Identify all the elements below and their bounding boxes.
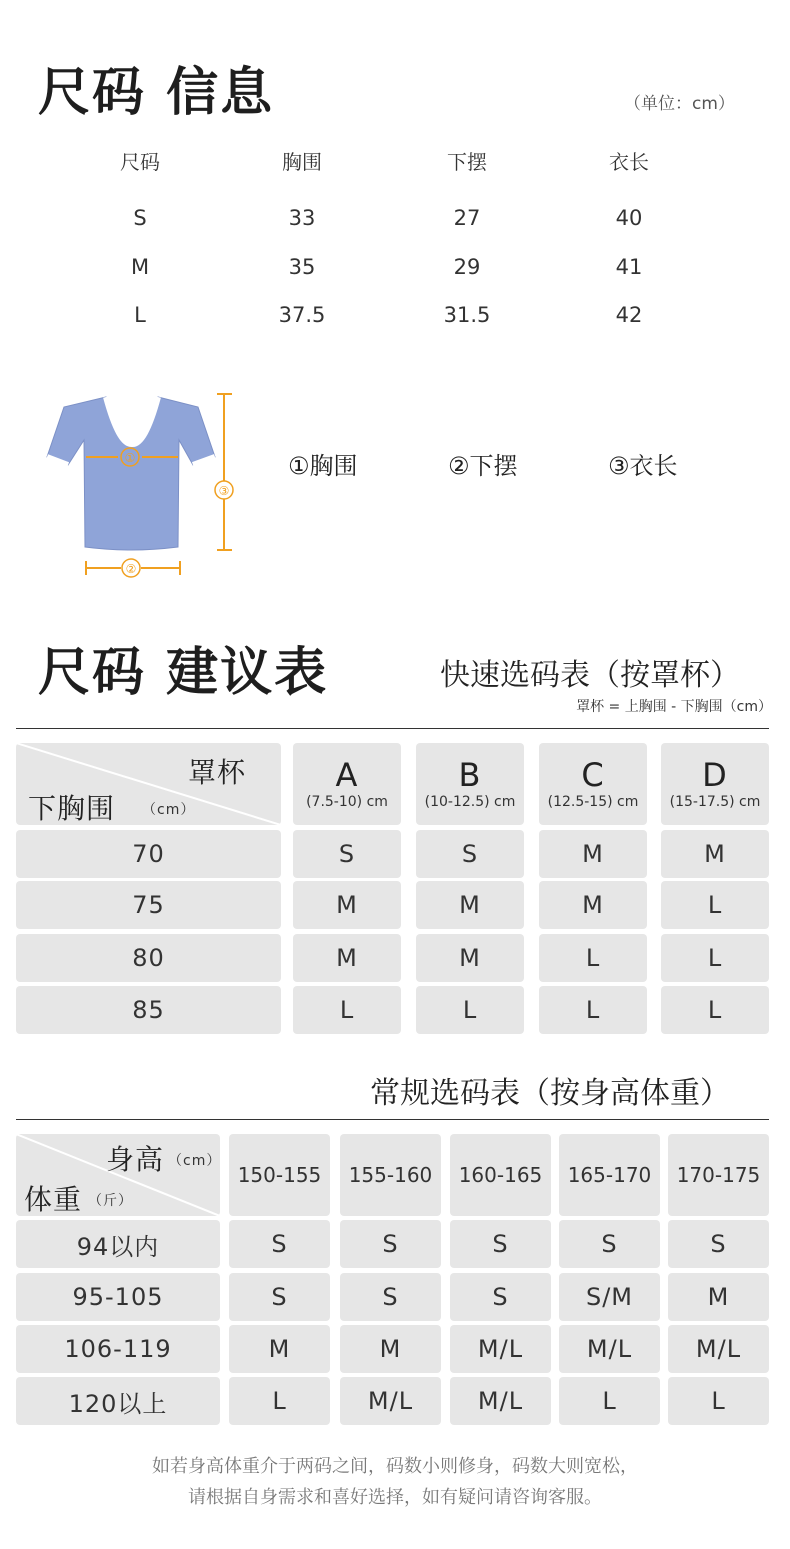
table-cell: S [229,1220,330,1268]
table-cell: L [661,986,769,1034]
quick-select-title: 快速选码表（按罩杯） [440,658,740,693]
height-unit: （cm） [168,1153,222,1169]
table-cell: M/L [340,1377,441,1425]
table-cell: M [416,881,524,929]
divider [16,728,769,729]
table-cell: S [416,830,524,878]
cup-axis-label: 罩杯 [188,756,247,789]
table-cell: M [340,1325,441,1373]
table-cell: L [559,1377,660,1425]
cup-header-d [661,743,769,825]
regular-select-title: 常规选码表（按身高体重） [370,1076,730,1111]
table-cell: 37.5 [278,303,326,327]
height-range-header: 170-175 [668,1134,769,1216]
divider [16,1119,769,1120]
underbust-unit: （cm） [142,802,196,818]
cup-header-a [293,743,401,825]
weight-row-label: 94以内 [16,1220,220,1268]
weight-unit: （斤） [88,1193,133,1209]
weight-row-label: 120以上 [16,1377,220,1425]
weight-row-label: 95-105 [16,1273,220,1321]
size-advice-title: 尺码 建议表 [38,643,329,703]
size-header: 尺码 [120,150,160,174]
table-cell: 41 [615,255,643,279]
footnote-line-2: 请根据自身需求和喜好选择，如有疑问请咨询客服。 [188,1487,602,1508]
table-cell: S [340,1220,441,1268]
table-cell: 33 [288,206,316,230]
table-cell: 29 [453,255,481,279]
table-cell: S [450,1220,551,1268]
cup-header-c [539,743,647,825]
hem-header: 下摆 [447,150,487,174]
table-cell: 42 [615,303,643,327]
table-cell: L [539,986,647,1034]
chest-header: 胸围 [282,150,322,174]
table-cell: 35 [288,255,316,279]
table-cell: M/L [559,1325,660,1373]
table-cell: M/L [668,1325,769,1373]
table-cell: M [661,830,769,878]
height-range-header: 165-170 [559,1134,660,1216]
table-cell: M [130,255,150,279]
cup-letter: A [335,756,359,794]
table-cell: S/M [559,1273,660,1321]
size-info-title: 尺码 信息 [38,63,275,123]
table-cell: M [229,1325,330,1373]
legend-hem: ②下摆 [448,452,518,480]
cup-letter: D [702,756,728,794]
hw-table-corner [16,1134,220,1216]
legend-chest: ①胸围 [288,452,358,480]
height-range-header: 155-160 [340,1134,441,1216]
weight-row-label: 106-119 [16,1325,220,1373]
chest-marker: ① [124,451,136,465]
underbust-row-label: 80 [16,934,281,982]
cup-header-b [416,743,524,825]
cup-range: (12.5-15) cm [547,794,639,810]
legend-length: ③衣长 [608,452,678,480]
table-cell: M [293,934,401,982]
cup-range: (7.5-10) cm [306,794,388,810]
table-cell: S [668,1220,769,1268]
table-cell: L [293,986,401,1034]
cup-range: (10-12.5) cm [424,794,516,810]
table-cell: M/L [450,1325,551,1373]
table-cell: L [668,1377,769,1425]
table-cell: M [539,881,647,929]
cup-table-corner [16,743,281,825]
cup-range: (15-17.5) cm [669,794,761,810]
table-cell: M/L [450,1377,551,1425]
table-cell: S [559,1220,660,1268]
table-cell: 31.5 [443,303,491,327]
underbust-row-label: 85 [16,986,281,1034]
length-marker: ③ [218,484,230,498]
underbust-axis-label: 下胸围 [28,792,116,825]
table-cell: S [293,830,401,878]
table-cell: S [133,206,147,230]
table-cell: M [416,934,524,982]
table-cell: M [539,830,647,878]
table-cell: M [668,1273,769,1321]
weight-axis-label: 体重 [24,1183,83,1216]
table-cell: S [229,1273,330,1321]
height-range-header: 150-155 [229,1134,330,1216]
underbust-row-label: 70 [16,830,281,878]
underbust-row-label: 75 [16,881,281,929]
cup-formula-note: 罩杯 = 上胸围 - 下胸围（cm） [576,699,772,715]
table-cell: L [229,1377,330,1425]
footnote-line-1: 如若身高体重介于两码之间，码数小则修身，码数大则宽松， [152,1456,638,1477]
table-cell: L [539,934,647,982]
cup-letter: B [458,756,482,794]
cup-letter: C [581,756,605,794]
hem-marker: ② [125,562,137,576]
table-cell: L [661,881,769,929]
table-cell: M [293,881,401,929]
shirt-diagram [40,385,250,585]
table-cell: 40 [615,206,643,230]
table-cell: L [661,934,769,982]
height-axis-label: 身高 [106,1143,165,1176]
table-cell: S [340,1273,441,1321]
table-cell: 27 [453,206,481,230]
table-cell: L [416,986,524,1034]
unit-label: （单位：cm） [624,94,735,114]
tshirt-icon [47,397,215,550]
table-cell: S [450,1273,551,1321]
length-header: 衣长 [609,150,649,174]
table-cell: L [134,303,146,327]
height-range-header: 160-165 [450,1134,551,1216]
